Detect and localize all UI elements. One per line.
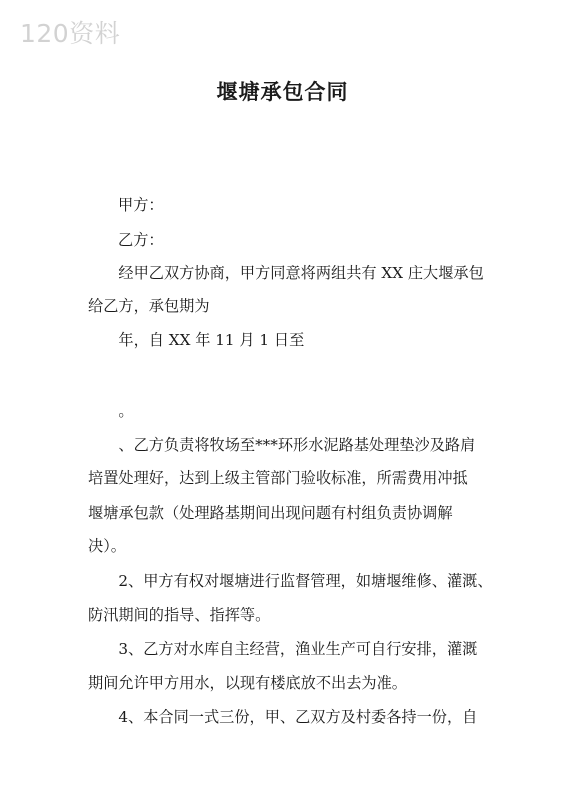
clause-2-line: 防汛期间的指导、指挥等。 bbox=[88, 606, 271, 624]
clause-4-line: 4、本合同一式三份，甲、乙双方及村委各持一份，自 bbox=[88, 708, 478, 726]
clause-3-line: 期间允许甲方用水，以现有楼底放不出去为准。 bbox=[88, 674, 407, 692]
paragraph-line: 经甲乙双方协商，甲方同意将两组共有 XX 庄大堰承包 bbox=[88, 264, 484, 282]
watermark: 120资料 bbox=[20, 19, 121, 48]
paragraph-line: 给乙方，承包期为 bbox=[88, 297, 210, 315]
party-b-line: 乙方： bbox=[118, 231, 164, 249]
paragraph-line: 培置处理好，达到上级主管部门验收标准，所需费用冲抵 bbox=[88, 469, 468, 487]
paragraph-line: 堰塘承包款（处理路基期间出现问题有村组负责协调解 bbox=[88, 504, 453, 522]
paragraph-line: 。 bbox=[88, 402, 134, 420]
party-a-line: 甲方： bbox=[118, 196, 164, 214]
clause-2-line: 2、甲方有权对堰塘进行监督管理，如塘堰维修、灌溉、 bbox=[88, 572, 493, 590]
clause-3-line: 3、乙方对水库自主经营，渔业生产可自行安排，灌溉 bbox=[88, 640, 478, 658]
paragraph-line: 、乙方负责将牧场至***环形水泥路基处理垫沙及路肩 bbox=[88, 436, 476, 454]
document-title: 堰塘承包合同 bbox=[216, 79, 349, 104]
paragraph-line: 决）。 bbox=[88, 537, 126, 555]
paragraph-line: 年，自 XX 年 11 月 1 日至 bbox=[88, 331, 305, 349]
